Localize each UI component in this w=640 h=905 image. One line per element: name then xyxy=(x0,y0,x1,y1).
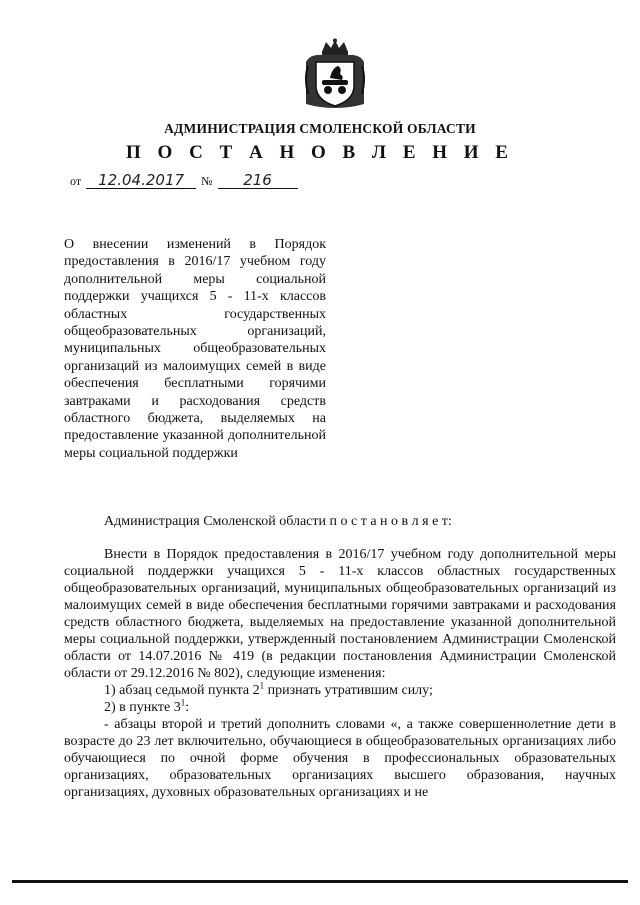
coat-of-arms-icon xyxy=(300,38,370,110)
preamble-text: Администрация Смоленской области xyxy=(104,514,327,529)
from-label: от xyxy=(70,174,82,188)
body-item-2: 2) в пункте $3^1$: xyxy=(104,697,190,715)
document-title: О внесении изменений в Порядок предоставления в 2016/17 учебном году дополнительной меры социальной поддержки учащихся 5 - 11-х классов областных государственных общеобразовательных организаций, муниципальных общеобразовательных организаций из малоимущих семей в виде обеспечения бесплатными горячими завтраками и расходования средств областного бюджета, выделяемых на предоставление указанной дополнительной меры социальной поддержки xyxy=(64,237,326,461)
page-bottom-rule xyxy=(12,880,628,883)
document-body xyxy=(64,546,616,801)
date-number-line xyxy=(70,172,298,189)
preamble xyxy=(104,514,452,530)
body-intro-paragraph: Внести в Порядок предоставления в 2016/17 учебном году дополнительной меры социальной поддержки учащихся 5 - 11-х классов областных государственных общеобразовательных организаций, муниципальных общеобразовательных организаций из малоимущих семей в виде обеспечения бесплатными горячими завтраками и расходования средств областного бюджета, выделяемых на предоставление указанной дополнительной меры социальной поддержки, утвержденный постановлением Администрации Смоленской области от 14.07.2016 № 419 (в редакции постановления Администрации Смоленской области от 29.12.2016 № 802), следующие изменения: xyxy=(64,547,616,681)
number-label: № xyxy=(201,174,213,188)
body-item-1: 1) абзац седьмой пункта $2^1$ признать утратившим силу; xyxy=(104,680,433,698)
preamble-verb: п о с т а н о в л я е т: xyxy=(329,514,452,529)
document-date: 12.04.2017 xyxy=(86,172,196,189)
document-type: П О С Т А Н О В Л Е Н И Е xyxy=(126,142,514,163)
document-number: 216 xyxy=(218,172,298,189)
body-dash-paragraph: - абзацы второй и третий дополнить словами «, а также совершеннолетние дети в возрасте до 23 лет включительно, обучающиеся в общеобразовательных организациях либо обучающиеся по очной форме обучения в профессиональных образовательных организациях, образовательных организациях высшего образования, научных организациях, духовных образовательных организациях и не xyxy=(64,717,616,800)
organization-name: АДМИНИСТРАЦИЯ СМОЛЕНСКОЙ ОБЛАСТИ xyxy=(164,121,476,136)
